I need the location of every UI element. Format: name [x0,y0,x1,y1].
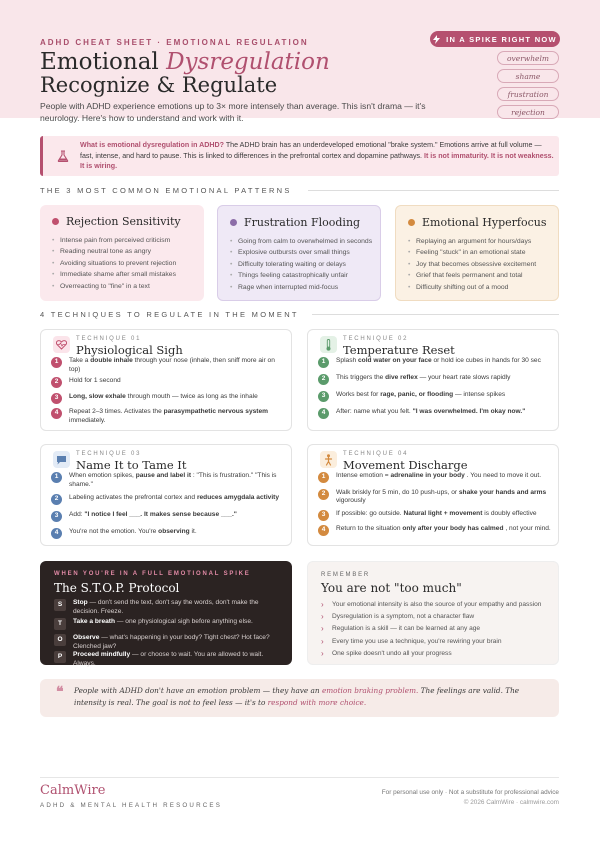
stop-title: The S.T.O.P. Protocol [54,581,180,595]
pattern-title: Rejection Sensitivity [66,215,181,228]
stop-key: P [54,651,66,663]
info-callout [40,136,559,176]
technique-card-name-it [40,444,292,546]
remember-eyebrow: REMEMBER [321,572,371,578]
technique-card-temperature [307,329,559,431]
step-number: 2 [51,377,62,388]
callout-body: The ADHD brain has an underdeveloped emotional "brake system." Emotions arrive at full volume — fast, intense, and hard to pause. This is linked to differences in the prefrontal cortex and dopamine pathways. [80,141,542,160]
intro-text: People with ADHD experience emotions up to 3× more intensely than average. This isn't drama — it's neurology. Here's how to understand and work with it. [40,101,426,123]
remember-card [307,561,559,665]
techniques-heading: 4 TECHNIQUES TO REGULATE IN THE MOMENT [40,310,299,319]
step: 4 Repeat 2–3 times. Activates the parasympathetic nervous system immediately. [51,408,287,426]
technique-number: TECHNIQUE 03 [76,451,142,457]
step: 3 Works best for rage, panic, or flooding — intense spikes [318,391,554,402]
divider [40,777,559,778]
list-item: › Your emotional intensity is also the source of your empathy and passion [321,600,553,609]
technique-card-sigh [40,329,292,431]
chip-rejection[interactable]: rejection [497,105,559,119]
technique-title: Temperature Reset [343,343,455,357]
hyperfocus-dot-icon [408,219,415,226]
step: 1 Splash cold water on your face or hold ice cubes in hands for 30 sec [318,357,554,368]
chip-shame[interactable]: shame [497,69,559,83]
list-item: › Every time you use a technique, you're rewiring your brain [321,637,553,646]
step-number: 4 [51,528,62,539]
step: 4 You're not the emotion. You're observing it. [51,528,287,539]
pattern-title: Frustration Flooding [244,216,361,229]
list-item: • Rage when interrupted mid-focus [230,282,376,293]
stop-key: T [54,618,66,630]
heartbeat-icon [53,336,70,353]
spike-button-label: IN A SPIKE RIGHT NOW [446,34,557,44]
chip-overwhelm[interactable]: overwhelm [497,51,559,65]
step-number: 2 [51,494,62,505]
footer-disclaimer: For personal use only · Not a substitute for professional advice [381,789,559,796]
list-item: • Things feeling catastrophically unfair [230,270,376,281]
page-subtitle: Recognize & Regulate [40,73,278,97]
header-eyebrow: ADHD CHEAT SHEET · EMOTIONAL REGULATION [40,38,309,47]
step-number: 2 [318,374,329,385]
step: 2 Walk briskly for 5 min, do 10 push-ups, or shake your hands and arms vigorously [318,489,554,507]
quote-block [40,679,559,717]
list-item: • Joy that becomes obsessive excitement [408,259,554,270]
pattern-card-rejection [40,205,204,301]
step: 4 Return to the situation only after your body has calmed , not your mind. [318,525,554,536]
step: 2 Labeling activates the prefrontal cortex and reduces amygdala activity [51,494,287,505]
step-number: 4 [318,408,329,419]
quote-text: People with ADHD don't have an emotion problem — they have an emotion braking problem. The feelings are valid. The intensity is real. The goal is not to feel less — it's to respond with more choice. [74,686,520,707]
step: 2 Hold for 1 second [51,377,287,388]
title-accent: Dysregulation [166,49,330,75]
list-item: • Replaying an argument for hours/days [408,236,554,247]
step-number: 2 [318,489,329,500]
list-item: • Feeling "stuck" in an emotional state [408,247,554,258]
list-item: • Intense pain from perceived criticism [52,235,198,246]
list-item: • Difficulty shifting out of a mood [408,282,554,293]
step-number: 3 [51,393,62,404]
rejection-dot-icon [52,218,59,225]
technique-title: Physiological Sigh [76,343,183,357]
stop-row: S Stop — don't send the text, don't say the words, don't make the decision. Freeze. [54,599,286,616]
step-number: 4 [51,408,62,419]
pattern-card-hyperfocus [395,205,559,301]
list-item: › One spike doesn't undo all your progress [321,649,553,658]
callout-highlight: It is not immaturity. It is not weakness. It is wiring. [80,151,554,170]
stop-row: P Proceed mindfully — or choose to wait. You are allowed to wait. Always. [54,651,286,668]
person-running-icon [320,451,337,468]
list-item: • Difficulty tolerating waiting or delays [230,259,376,270]
patterns-heading: THE 3 MOST COMMON EMOTIONAL PATTERNS [40,186,292,195]
list-item: • Avoiding situations to prevent rejection [52,258,198,269]
remember-title: You are not "too much" [321,581,462,595]
step-number: 3 [318,391,329,402]
pattern-title: Emotional Hyperfocus [422,216,547,229]
step: 1 Intense emotion = adrenaline in your body . You need to move it out. [318,472,554,483]
technique-title: Name It to Tame It [76,458,187,472]
stop-protocol-card [40,561,292,665]
flask-icon [57,150,69,162]
list-item: › Dysregulation is a symptom, not a character flaw [321,612,553,621]
stop-key: O [54,634,66,646]
lightning-icon [433,35,440,44]
technique-number: TECHNIQUE 01 [76,336,142,342]
stop-key: S [54,599,66,611]
brand-logo: CalmWire [40,783,106,798]
step-number: 1 [51,357,62,368]
spike-button[interactable] [430,31,560,47]
step-number: 1 [318,472,329,483]
brand-subtitle: ADHD & MENTAL HEALTH RESOURCES [40,802,223,809]
list-item: • Going from calm to overwhelmed in seconds [230,236,376,247]
step: 4 After: name what you felt. "I was overwhelmed. I'm okay now." [318,408,554,419]
technique-number: TECHNIQUE 02 [343,336,409,342]
divider [312,314,559,315]
step-number: 1 [51,472,62,483]
stop-eyebrow: WHEN YOU'RE IN A FULL EMOTIONAL SPIKE [54,571,251,577]
pattern-card-flooding [217,205,381,301]
list-item: • Immediate shame after small mistakes [52,269,198,280]
flooding-dot-icon [230,219,237,226]
stop-row: T Take a breath — one physiological sigh before anything else. [54,618,286,630]
list-item: › Regulation is a skill — it can be learned at any age [321,624,553,633]
step: 1 When emotion spikes, pause and label it : "This is frustration." "This is shame." [51,472,287,490]
step: 3 If possible: go outside. Natural light + movement is doubly effective [318,510,554,521]
footer-copyright: © 2026 CalmWire · calmwire.com [463,799,559,806]
technique-number: TECHNIQUE 04 [343,451,409,457]
step: 3 Add: "I notice I feel ___. It makes sense because ___." [51,511,287,522]
list-item: • Reading neutral tone as angry [52,246,198,257]
step-number: 3 [318,510,329,521]
quote-mark-icon: ❝ [56,684,64,700]
technique-card-movement [307,444,559,546]
title-plain: Emotional [40,49,167,75]
callout-text [80,140,555,172]
thermometer-icon [320,336,337,353]
technique-title: Movement Discharge [343,458,468,472]
chip-frustration[interactable]: frustration [497,87,559,101]
divider [308,190,559,191]
step-number: 3 [51,511,62,522]
callout-question: What is emotional dysregulation in ADHD? [80,141,224,149]
step-number: 4 [318,525,329,536]
step: 3 Long, slow exhale through mouth — twice as long as the inhale [51,393,287,404]
stop-row: O Observe — what's happening in your body? Tight chest? Hot face? Clenched jaw? [54,634,286,651]
step: 1 Take a double inhale through your nose (inhale, then sniff more air on top) [51,357,287,375]
list-item: • Explosive outbursts over small things [230,247,376,258]
step: 2 This triggers the dive reflex — your heart rate slows rapidly [318,374,554,385]
list-item: • Overreacting to "fine" in a text [52,281,198,292]
speech-bubble-icon [53,451,70,468]
list-item: • Grief that feels permanent and total [408,270,554,281]
step-number: 1 [318,357,329,368]
